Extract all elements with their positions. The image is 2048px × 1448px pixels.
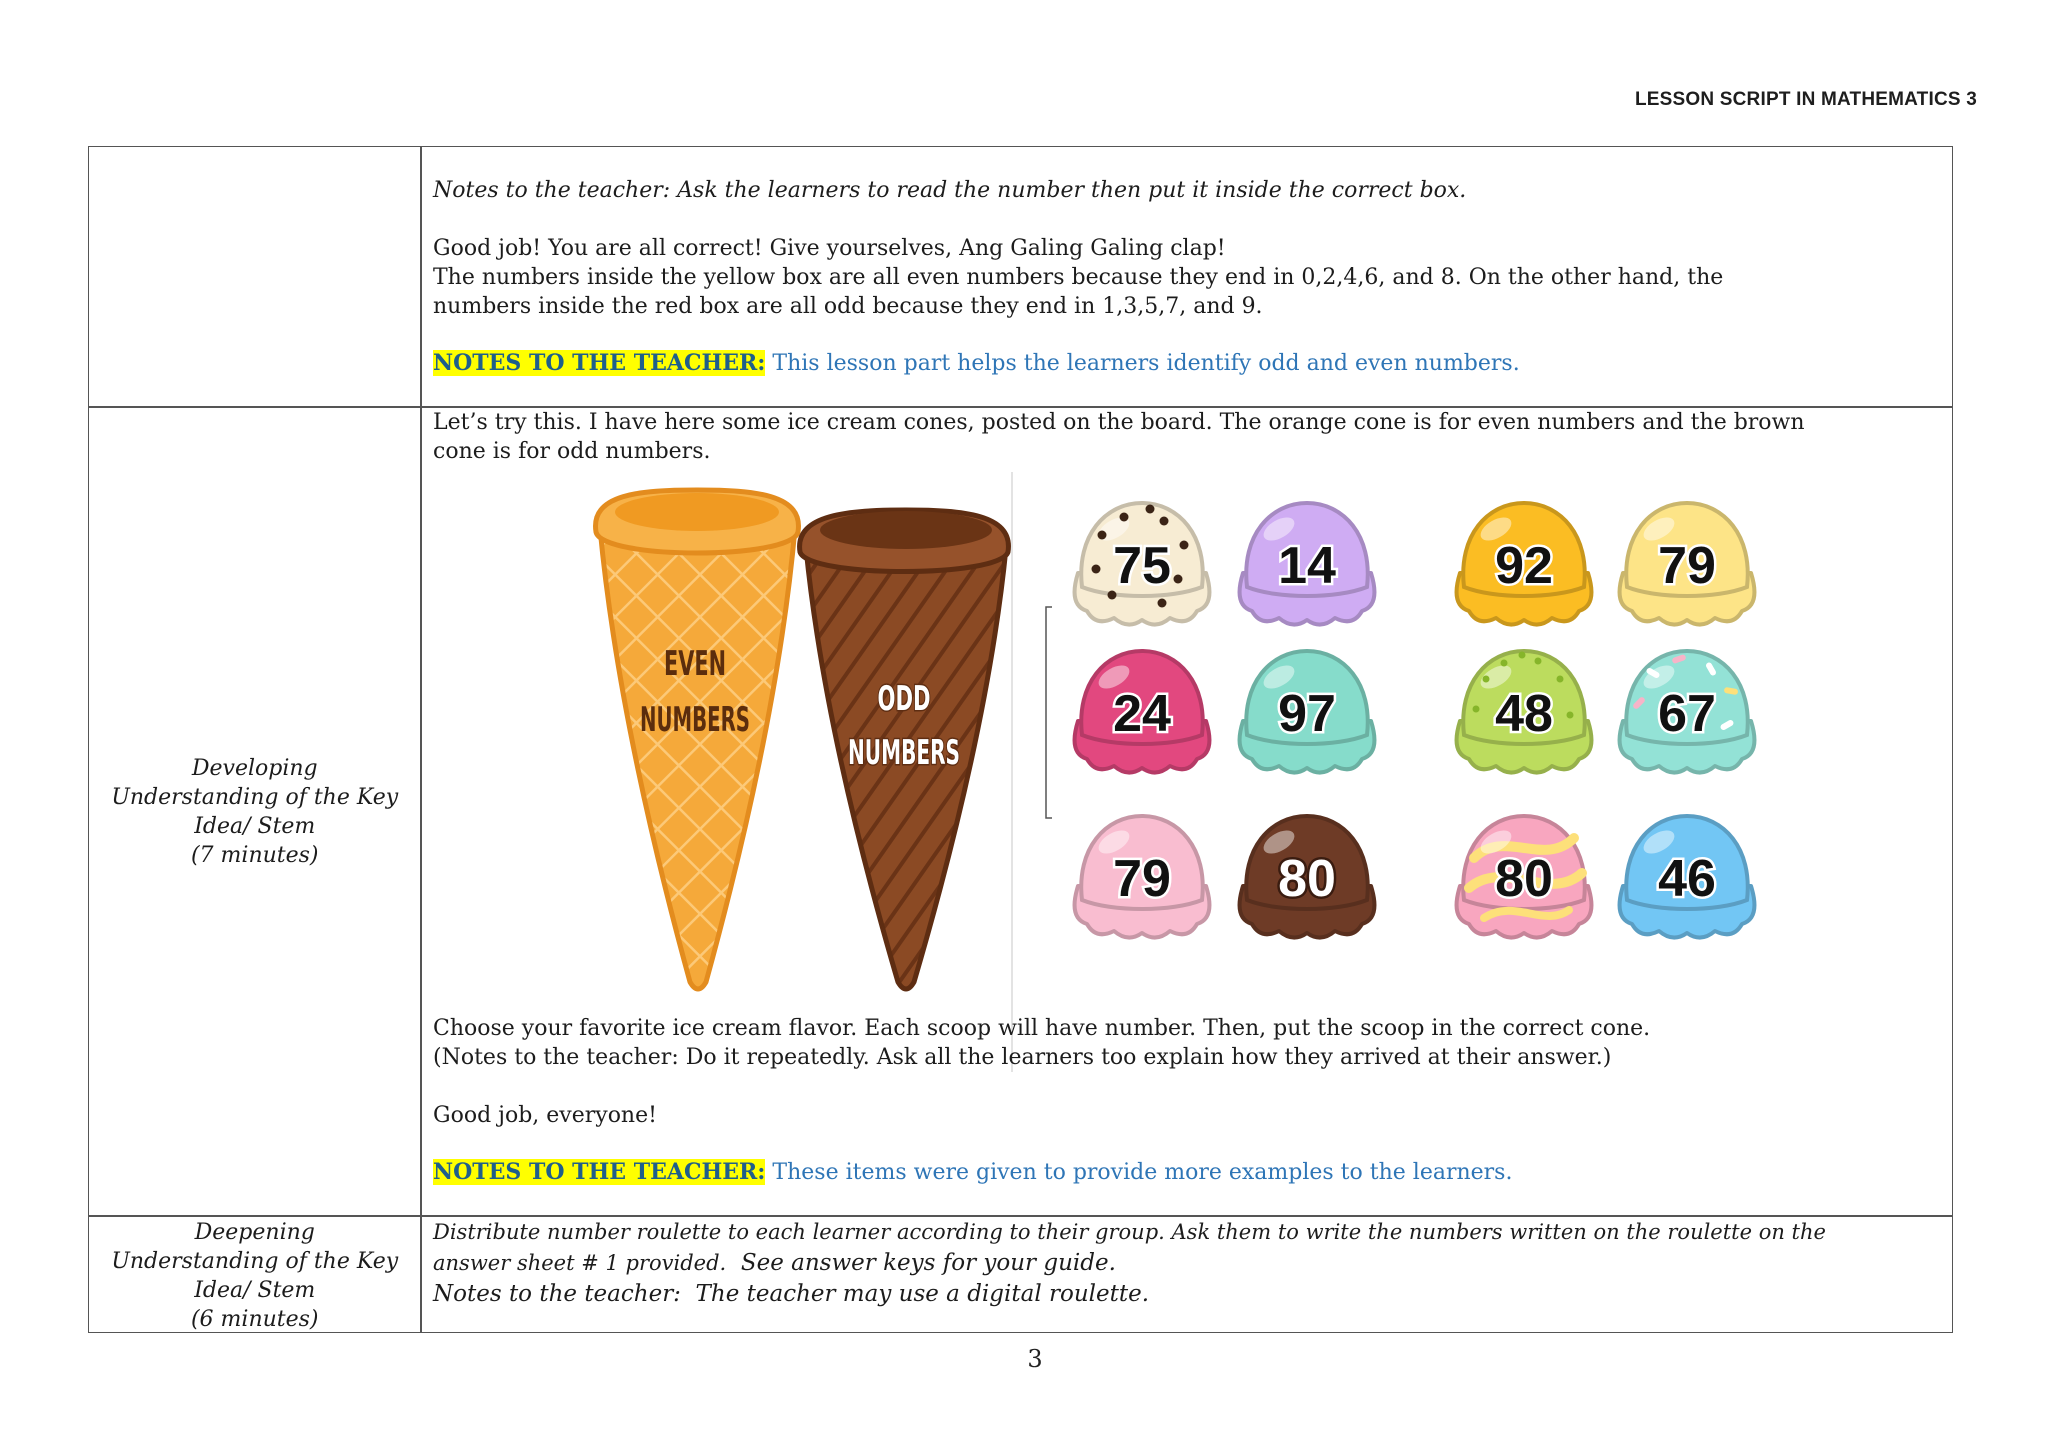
scoop-number: 79	[1113, 850, 1171, 908]
even-cone-label-line2: NUMBERS	[640, 700, 750, 740]
phase-cell-row3	[88, 1215, 422, 1333]
praise-line: Good job, everyone!	[433, 1103, 657, 1128]
odd-cone-label-line1: ODD	[877, 679, 931, 719]
activity-intro	[433, 408, 1805, 466]
phase-label-line: Understanding of the Key	[111, 785, 399, 810]
explanation-line: The numbers inside the yellow box are all even numbers because they end in 0,2,4,6, and 8. On the other hand, the	[433, 265, 1724, 290]
instruction-line: (Notes to the teacher: Do it repeatedly. Ask all the learners too explain how they arrived at their answer.)	[433, 1045, 1612, 1070]
activity-instructions	[433, 1014, 1650, 1072]
answer-sheet-line	[433, 1249, 1116, 1278]
phase-label-line: Idea/ Stem	[194, 814, 316, 839]
note-label-highlight: NOTES TO THE TEACHER:	[433, 350, 766, 376]
scoop-number: 92	[1495, 537, 1553, 595]
content-cell-row2	[420, 406, 1953, 1217]
odd-cone-label-line2: NUMBERS	[848, 733, 960, 773]
phase-cell-row2	[88, 406, 422, 1217]
document-header-title: LESSON SCRIPT IN MATHEMATICS 3	[1634, 89, 1977, 110]
teacher-note-callout	[433, 1158, 1512, 1187]
roulette-instruction: Distribute number roulette to each learner according to their group. Ask them to write the numbers written on the roulette on the	[433, 1220, 1826, 1244]
page-number: 3	[1027, 1345, 1043, 1373]
praise-line: Good job! You are all correct! Give yourselves, Ang Galing Galing clap!	[433, 236, 1226, 261]
scoop-number: 80	[1278, 850, 1336, 908]
explanation-line: numbers inside the red box are all odd because they end in 1,3,5,7, and 9.	[433, 294, 1263, 319]
scoop-number: 14	[1278, 537, 1336, 595]
teacher-note-callout	[433, 349, 1520, 378]
scoop-number: 79	[1658, 537, 1716, 595]
scoop-number: 24	[1113, 685, 1171, 743]
phase-label	[89, 754, 421, 870]
intro-line: Let’s try this. I have here some ice cream cones, posted on the board. The orange cone is for even numbers and the brown	[433, 410, 1805, 435]
note-label-highlight: NOTES TO THE TEACHER:	[433, 1159, 766, 1185]
content-cell-row1	[420, 146, 1953, 408]
teacher-note-italic: Notes to the teacher: Ask the learners to read the number then put it inside the correct box.	[433, 178, 1467, 203]
scoop-number: 46	[1658, 850, 1716, 908]
scoop-number: 48	[1495, 685, 1553, 743]
phase-duration: (6 minutes)	[190, 1307, 319, 1332]
phase-label-line: Deepening	[194, 1220, 315, 1245]
phase-label-line: Understanding of the Key	[111, 1249, 399, 1274]
even-cone-label-line1: EVEN	[664, 644, 726, 684]
phase-label-line: Idea/ Stem	[194, 1278, 316, 1303]
scoop-number: 75	[1113, 537, 1171, 595]
content-cell-row3	[420, 1215, 1953, 1333]
intro-line: cone is for odd numbers.	[433, 439, 711, 464]
note-text: This lesson part helps the learners identify odd and even numbers.	[772, 351, 1520, 376]
instruction-line: Choose your favorite ice cream flavor. Each scoop will have number. Then, put the scoop in the correct cone.	[433, 1016, 1651, 1041]
answer-sheet-text: answer sheet # 1 provided.	[433, 1251, 727, 1275]
scoop-number: 67	[1658, 685, 1716, 743]
scoop-number: 97	[1278, 685, 1336, 743]
scoop-number: 80	[1495, 850, 1553, 908]
phase-duration: (7 minutes)	[190, 843, 319, 868]
teacher-note-italic: Notes to the teacher: The teacher may use a digital roulette.	[433, 1281, 1150, 1307]
phase-cell-row1	[88, 146, 422, 408]
feedback-paragraph	[433, 234, 1723, 321]
note-text: These items were given to provide more examples to the learners.	[772, 1160, 1513, 1185]
phase-label	[89, 1218, 421, 1334]
answer-key-text: See answer keys for your guide.	[726, 1250, 1116, 1276]
phase-label-line: Developing	[191, 756, 318, 781]
